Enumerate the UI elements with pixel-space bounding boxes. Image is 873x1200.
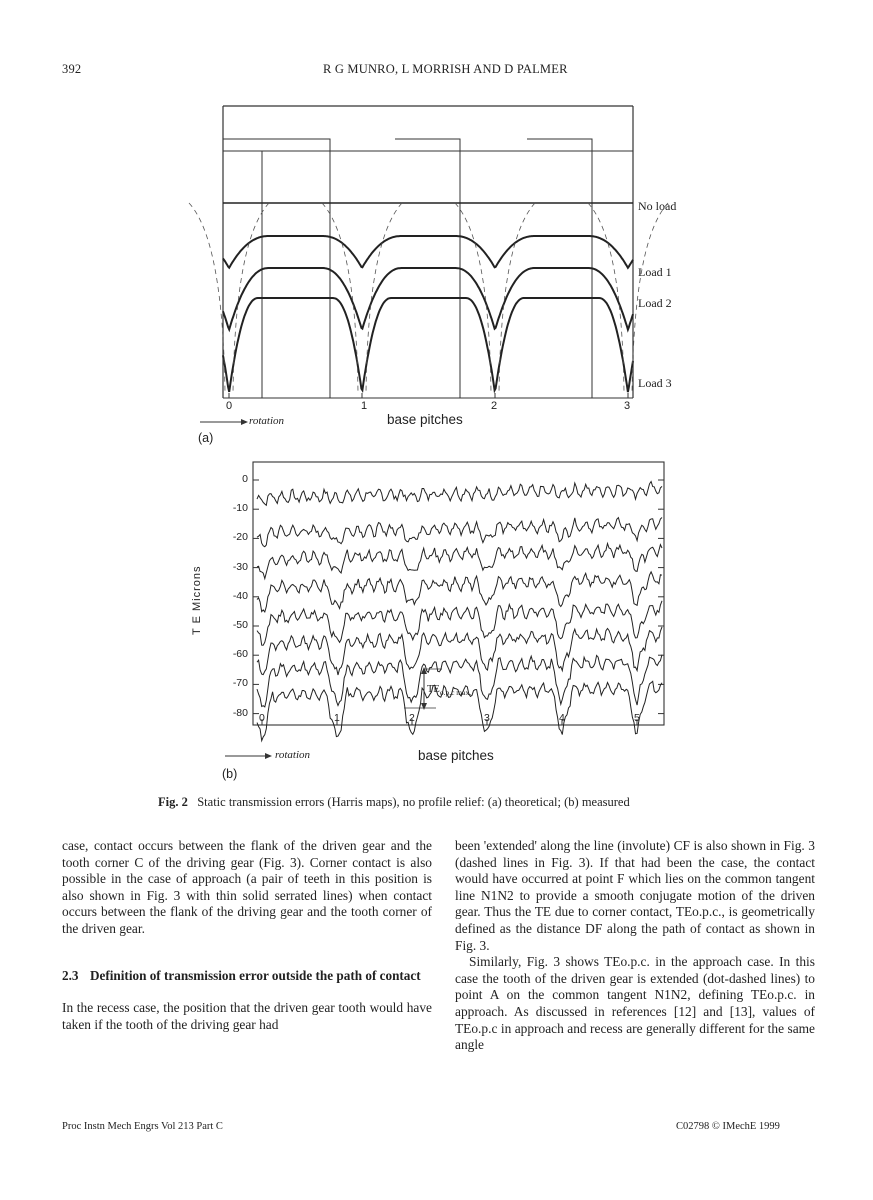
- measured-series-4: [257, 572, 662, 612]
- figure-b-curves: [257, 482, 662, 741]
- measured-series-1: [257, 482, 662, 506]
- caption-text: Static transmission errors (Harris maps), no profile relief: (a) theoretical; (b) measured: [197, 795, 630, 809]
- rotation-label-b: rotation: [275, 749, 311, 761]
- y-tick-label-b: -10: [232, 502, 248, 515]
- curve-load-1: [223, 236, 633, 268]
- y-tick-label-b: -40: [232, 589, 248, 602]
- series-label-no-load: No load: [638, 199, 677, 213]
- y-tick-label-b: -60: [232, 648, 248, 661]
- x-tick-label-b: 3: [484, 712, 490, 724]
- y-tick-label-b: -20: [232, 531, 248, 544]
- panel-label-a: (a): [198, 431, 214, 445]
- series-label-load-3: Load 3: [638, 376, 672, 390]
- x-tick-label-b: 0: [259, 712, 265, 724]
- y-tick-label-b: -70: [232, 677, 248, 690]
- caption-label: Fig. 2: [158, 795, 188, 809]
- x-tick-label-b: 4: [559, 712, 565, 724]
- x-axis-label-a: base pitches: [387, 412, 463, 427]
- te-opc-arrow-down: [421, 703, 427, 710]
- body-right-paragraph-2: Similarly, Fig. 3 shows TEo.p.c. in the approach case. In this case the tooth of the driven gear is extended (dot-dashed lines) to point A on the common tangent N1N2, defining TEo.p.c. in approach. As discussed in references [12] and [13], values of TEo.p.c in approach and recess are generally different for the same angle: [455, 954, 815, 1053]
- y-tick-label-b: -80: [232, 706, 248, 719]
- body-right-paragraph-1: been 'extended' along the line (involute) CF is also shown in Fig. 3 (dashed lines in Fig. 3). If that had been the case, the contact would have occurred at point F which lies on the common tangent line N1N2 to provide a smooth conjugate motion of the driven gear. Thus the TE due to corner contact, TEo.p.c., is geometrically defined as the distance DF along the path of contact as shown in Fig. 3.: [455, 838, 815, 953]
- footer-copyright: C02798 © IMechE 1999: [676, 1121, 780, 1132]
- section-heading: [62, 968, 432, 984]
- figure-b-frame: [253, 462, 664, 725]
- curve-load-3: [223, 298, 633, 392]
- section-title: Definition of transmission error outside the path of contact: [90, 967, 421, 983]
- series-label-load-2: Load 2: [638, 296, 672, 310]
- x-tick-a-0: 0: [226, 400, 233, 412]
- panel-label-b: (b): [222, 767, 238, 781]
- x-tick-label-b: 5: [634, 712, 640, 724]
- footer-journal: Proc Instn Mech Engrs Vol 213 Part C: [62, 1121, 223, 1132]
- figure-a-x-ticks: [229, 393, 628, 398]
- rotation-label-a: rotation: [249, 415, 285, 427]
- rotation-arrowhead-b: [265, 753, 272, 759]
- x-tick-label-b: 2: [409, 712, 415, 724]
- body-right-column: [455, 838, 815, 1054]
- x-tick-a-2: 2: [491, 400, 498, 412]
- figure-b-plot: [253, 462, 664, 741]
- body-left-paragraph-2: In the recess case, the position that the driven gear tooth would have taken if the tooth of the driving gear had: [62, 999, 432, 1032]
- x-axis-label-b: base pitches: [418, 748, 494, 763]
- x-tick-a-3: 3: [624, 400, 631, 412]
- y-tick-label-b: -30: [232, 560, 248, 573]
- measured-series-2: [257, 518, 662, 547]
- body-left-paragraph-1: case, contact occurs between the flank of the driven gear and the tooth corner C of the driving gear (Fig. 3). Corner contact is also possible in the case of approach (a pair of teeth in this position is also shown in Fig. 3 with thin solid serrated lines) when contact occurs between the flank of the driving gear and the tooth corner of the driven gear.: [62, 838, 432, 936]
- x-tick-label-b: 1: [334, 712, 340, 724]
- running-title: R G MUNRO, L MORRISH AND D PALMER: [323, 62, 568, 76]
- y-tick-label-b: -50: [232, 619, 248, 631]
- figure-a-curves: [189, 203, 668, 393]
- measured-series-3: [257, 544, 662, 579]
- figure-a-plot: [189, 106, 668, 398]
- body-left-column: [62, 838, 432, 1033]
- rotation-arrowhead-a: [241, 419, 248, 425]
- te-opc-annotation: $TE_{o.p.c max.}$: [427, 684, 472, 697]
- page-number: 392: [62, 62, 82, 76]
- contact-square-wave-2: [223, 151, 633, 398]
- x-tick-a-1: 1: [361, 400, 368, 412]
- figure-caption: [158, 795, 778, 810]
- y-axis-label-b: T E Microns: [191, 565, 203, 635]
- section-number: 2.3: [62, 967, 79, 983]
- series-label-load-1: Load 1: [638, 265, 672, 279]
- measured-series-7: [257, 655, 662, 707]
- y-tick-label-b: 0: [242, 473, 248, 485]
